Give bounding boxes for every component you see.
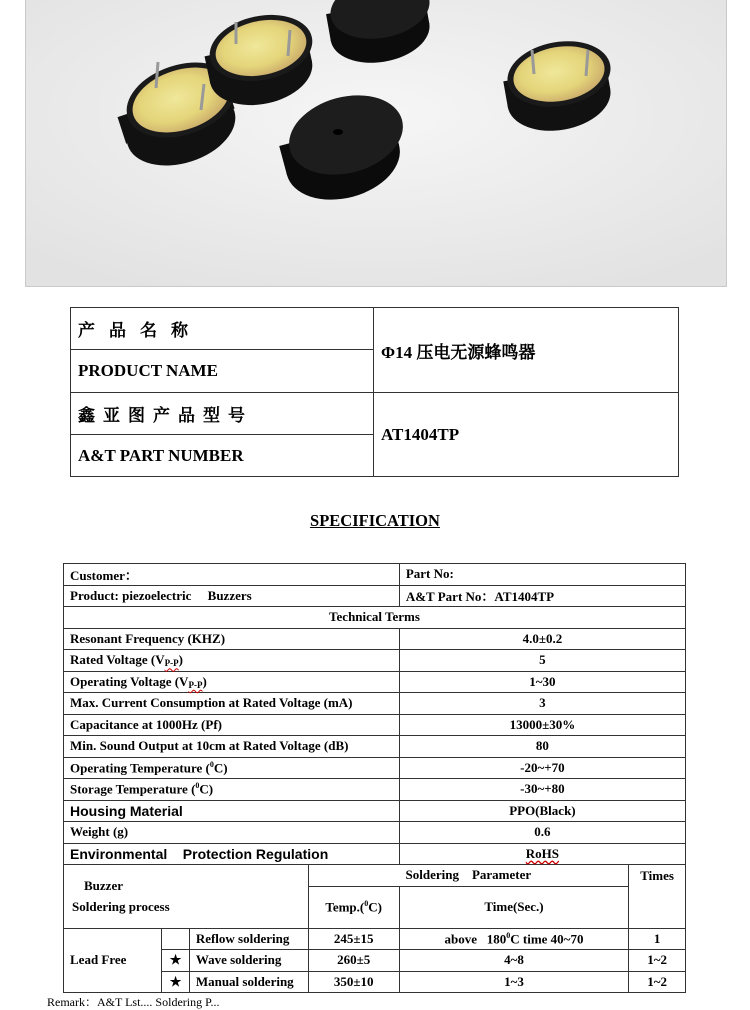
row-label: Housing Material bbox=[64, 800, 400, 822]
table-row bbox=[64, 843, 686, 865]
at-part-no: A&T Part No：AT1404TP bbox=[399, 585, 685, 607]
row-label: Capacitance at 1000Hz (Pf) bbox=[64, 714, 400, 736]
row-label: Operating Temperature ($^0$C) bbox=[64, 757, 400, 779]
table-row bbox=[64, 628, 686, 650]
table-row bbox=[64, 650, 686, 672]
temp-header: Temp.($^0$C) bbox=[308, 886, 399, 928]
reflow-temp: 245±15 bbox=[308, 928, 399, 950]
row-label: Storage Temperature ($^0$C) bbox=[64, 779, 400, 801]
wave-temp: 260±5 bbox=[308, 950, 399, 972]
row-value: RoHS bbox=[399, 843, 685, 865]
row-value: 4.0±0.2 bbox=[399, 628, 685, 650]
product-name-en: PRODUCT NAME bbox=[71, 350, 374, 393]
soldering-process-label: Buzzer Soldering process bbox=[64, 865, 309, 929]
times-header: Times bbox=[629, 865, 686, 929]
row-label: Rated Voltage $(V_{P-P})$ bbox=[64, 650, 400, 672]
row-value: PPO(Black) bbox=[399, 800, 685, 822]
technical-terms-header: Technical Terms bbox=[64, 607, 686, 629]
row-value: -30~+80 bbox=[399, 779, 685, 801]
row-label: Environmental Protection Regulation bbox=[64, 843, 400, 865]
part-number-en: A&T PART NUMBER bbox=[71, 435, 374, 477]
manual-time: 1~3 bbox=[399, 971, 628, 993]
table-row bbox=[64, 800, 686, 822]
part-number-zh: 鑫亚图产品型号 bbox=[71, 393, 374, 435]
row-value: 0.6 bbox=[399, 822, 685, 844]
footer-remark: Remark：A&T Lst.... Soldering P... bbox=[47, 995, 220, 1009]
row-value: 5 bbox=[399, 650, 685, 672]
row-value: -20~+70 bbox=[399, 757, 685, 779]
wave-time: 4~8 bbox=[399, 950, 628, 972]
product-name-zh: 产品名称 bbox=[71, 308, 374, 350]
part-no-label: Part No: bbox=[399, 564, 685, 586]
row-value: 1~30 bbox=[399, 671, 685, 693]
row-label: Operating Voltage $(V_{P-P})$ bbox=[64, 671, 400, 693]
specification-table bbox=[63, 563, 686, 993]
row-value: 13000±30% bbox=[399, 714, 685, 736]
table-row bbox=[64, 779, 686, 801]
table-row bbox=[64, 714, 686, 736]
row-label: Weight (g) bbox=[64, 822, 400, 844]
star-icon: ★ bbox=[162, 971, 189, 993]
lead-free-label: Lead Free bbox=[64, 928, 162, 993]
reflow-time: above $180^0C$ time 40~70 bbox=[399, 928, 628, 950]
table-row bbox=[64, 822, 686, 844]
manual-temp: 350±10 bbox=[308, 971, 399, 993]
wave-soldering-label: Wave soldering bbox=[189, 950, 308, 972]
star-cell-empty bbox=[162, 928, 189, 950]
row-label: Resonant Frequency (KHZ) bbox=[64, 628, 400, 650]
table-row bbox=[64, 928, 686, 950]
table-row bbox=[64, 757, 686, 779]
star-icon: ★ bbox=[162, 950, 189, 972]
table-row bbox=[64, 671, 686, 693]
reflow-soldering-label: Reflow soldering bbox=[189, 928, 308, 950]
row-label: Min. Sound Output at 10cm at Rated Voltage (dB) bbox=[64, 736, 400, 758]
customer-label: Customer： bbox=[64, 564, 400, 586]
wave-times: 1~2 bbox=[629, 950, 686, 972]
table-row bbox=[64, 693, 686, 715]
row-label: Max. Current Consumption at Rated Voltage (mA) bbox=[64, 693, 400, 715]
part-number-value: AT1404TP bbox=[374, 393, 679, 477]
product-photo bbox=[25, 0, 727, 287]
specification-title: SPECIFICATION bbox=[310, 511, 440, 530]
row-value: 80 bbox=[399, 736, 685, 758]
product-label: Product: piezoelectric Buzzers bbox=[64, 585, 400, 607]
reflow-times: 1 bbox=[629, 928, 686, 950]
product-name-table bbox=[70, 307, 679, 477]
soldering-parameter-header: Soldering Parameter bbox=[308, 865, 629, 887]
table-row bbox=[64, 736, 686, 758]
time-header: Time(Sec.) bbox=[399, 886, 628, 928]
product-name-value: Φ14 压电无源蜂鸣器 bbox=[374, 308, 679, 393]
row-value: 3 bbox=[399, 693, 685, 715]
manual-soldering-label: Manual soldering bbox=[189, 971, 308, 993]
manual-times: 1~2 bbox=[629, 971, 686, 993]
